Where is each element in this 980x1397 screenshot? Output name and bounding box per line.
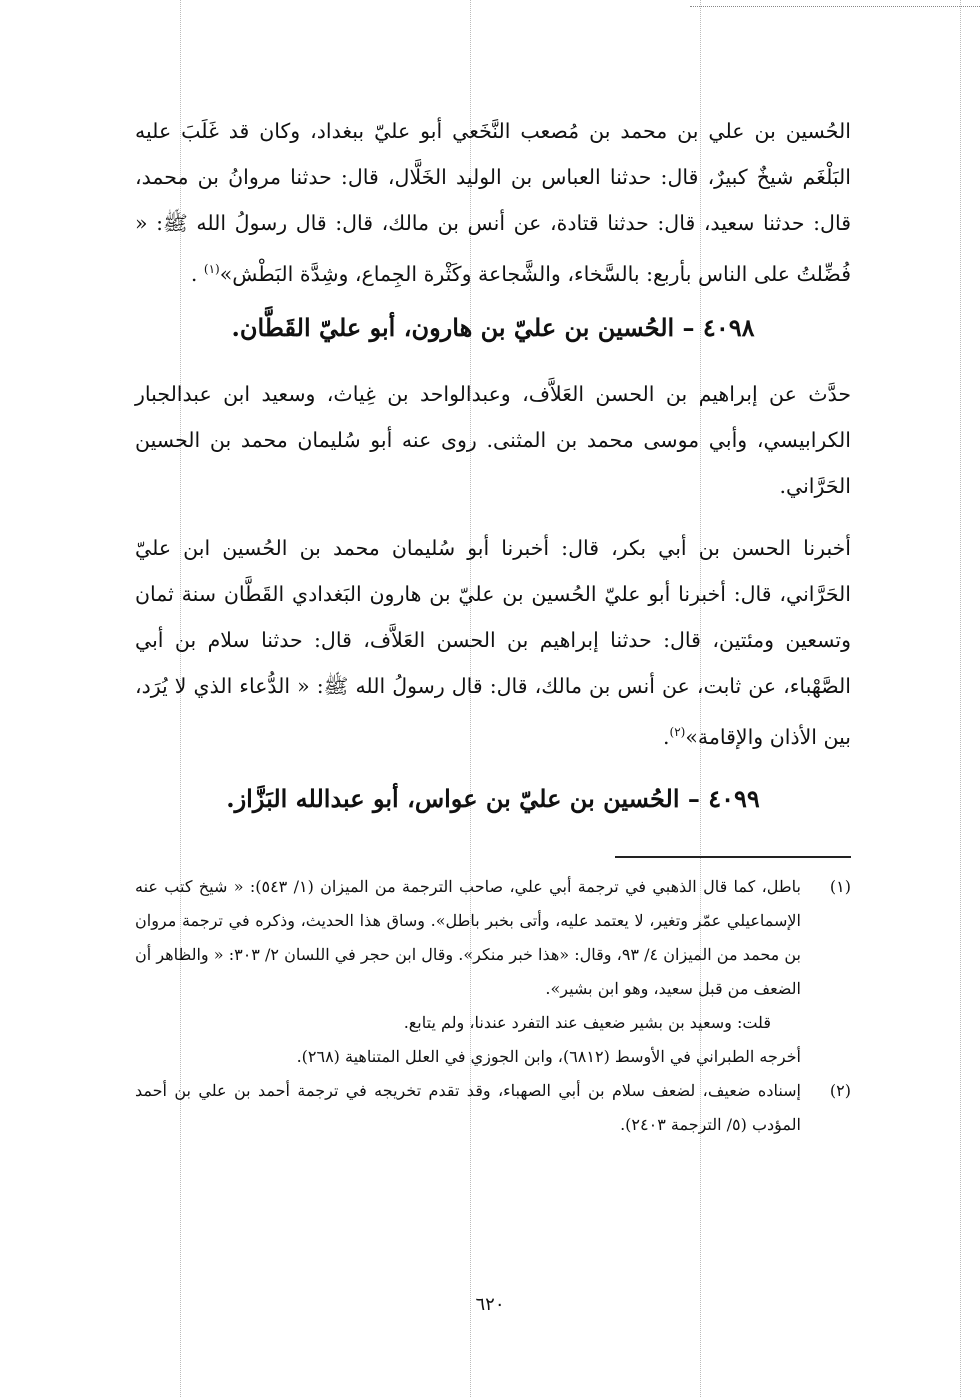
footnotes <box>135 870 851 1142</box>
main-text <box>135 108 851 842</box>
entry-paragraph: أخبرنا الحسن بن أبي بكر، قال: أخبرنا أبو سُليمان محمد بن الحُسين ابن عليّ الحَرَّاني، قال: أخبرنا أبو عليّ الحُسين بن عليّ بن هارون البَغدادي القَطَّان سنة ثمان وتسعين ومئتين، قال: حدثنا إبراهيم بن الحسن العَلاَّف، قال: حدثنا سلام بن أبي الصَّهْباء، عن ثابت، عن أنس بن مالك، قال: قال رسولُ الله ﷺ: « الدُّعاء الذي لا يُرَد، بين الأذان والإقامة»$^{(٢)}$. <box>135 535 851 749</box>
footnote-text: باطل، كما قال الذهبي في ترجمة أبي علي، صاحب الترجمة من الميزان (١/ ٥٤٣): « شيخ كتب عنه الإسماعيلي عمّر وتغير، لا يعتمد عليه، وأتى بخبر باطل». وساق هذا الحديث، وذكره في ترجمة مروان بن محمد من الميزان ٤/ ٩٣، وقال: «هذا خبر منكر». وقال ابن حجر في اللسان ٢/ ٣٠٣: « والظاهر أن الضعف من قبل سعيد، وهو ابن بشير». <box>135 877 802 998</box>
entry-heading: ٤٠٩٨ – الحُسين بن عليّ بن هارون، أبو عليّ القَطَّان. <box>231 312 755 342</box>
footnote-number: (٢) <box>829 1081 851 1100</box>
footnote-separator <box>615 856 851 858</box>
guide-line <box>960 0 961 1397</box>
entry-paragraph: حدَّث عن إبراهيم بن الحسن العَلاَّف، وعبدالواحد بن غِياث، وسعيد ابن عبدالجبار الكرابيسي، وأبي موسى محمد بن المثنى. روى عنه أبو سُليمان محمد بن الحسين الحَرَّاني. <box>135 381 851 498</box>
footnote-text: إسناده ضعيف، لضعف سلام بن أبي الصهباء، وقد تقدم تخريجه في ترجمة أحمد بن علي بن أحمد المؤدب (٥/ الترجمة ٢٤٠٣). <box>135 1081 801 1134</box>
entry-heading: ٤٠٩٩ – الحُسين بن عليّ بن عواس، أبو عبدالله البَزَّاز. <box>226 783 760 813</box>
footnote-note: قلت: وسعيد بن بشير ضعيف عند التفرد عندنا، ولم يتابع. <box>403 1013 771 1032</box>
entry-paragraph: الحُسين بن علي بن محمد بن مُصعب النَّخَعي أبو عليّ ببغداد، وكان قد غَلَبَ عليه البَلْغَم شيخٌ كبيرٌ، قال: حدثنا العباس بن الوليد الخَلَّال، قال: حدثنا مروانُ بن محمد، قال: حدثنا سعيد، قال: حدثنا قتادة، عن أنس بن مالك، قال: قال رسولُ الله ﷺ: « فُضِّلتُ على الناس بأربع: بالسَّخاء، والشَّجاعة وكَثْرة الجِماع، وشِدَّة البَطْش»$^{(١)}$ . <box>135 119 851 286</box>
footnote-marker: (٢) <box>669 724 686 739</box>
footnote-number: (١) <box>829 877 851 896</box>
footnote <box>135 1074 851 1142</box>
footnote-marker: (١) <box>203 262 220 276</box>
top-dotted-rule <box>690 6 980 7</box>
paragraph-text: أخبرنا الحسن بن أبي بكر، قال: أخبرنا أبو سُليمان محمد بن الحُسين ابن عليّ الحَرَّاني، قال: أخبرنا أبو عليّ الحُسين بن عليّ بن هارون البَغدادي القَطَّان سنة ثمان وتسعين ومئتين، قال: حدثنا إبراهيم بن الحسن العَلاَّف، قال: حدثنا سلام بن أبي الصَّهْباء، عن ثابت، عن أنس بن مالك، قال: قال رسولُ الله ﷺ: « الدُّعاء الذي لا يُرَد، بين الأذان والإقامة» <box>135 535 851 749</box>
page-number: ٦٢٠ <box>475 1294 505 1315</box>
paragraph-text: الحُسين بن علي بن محمد بن مُصعب النَّخَعي أبو عليّ ببغداد، وكان قد غَلَبَ عليه البَلْغَم شيخٌ كبيرٌ، قال: حدثنا العباس بن الوليد الخَلَّال، قال: حدثنا مروانُ بن محمد، قال: حدثنا سعيد، قال: حدثنا قتادة، عن أنس بن مالك، قال: قال رسولُ الله ﷺ: « فُضِّلتُ على الناس بأربع: بالسَّخاء، والشَّجاعة وكَثْرة الجِماع، وشِدَّة البَطْش» <box>135 119 851 286</box>
footnote-note: أخرجه الطبراني في الأوسط (٦٨١٢)، وابن الجوزي في العلل المتناهية (٢٦٨). <box>296 1047 801 1066</box>
footnote <box>135 870 851 1006</box>
